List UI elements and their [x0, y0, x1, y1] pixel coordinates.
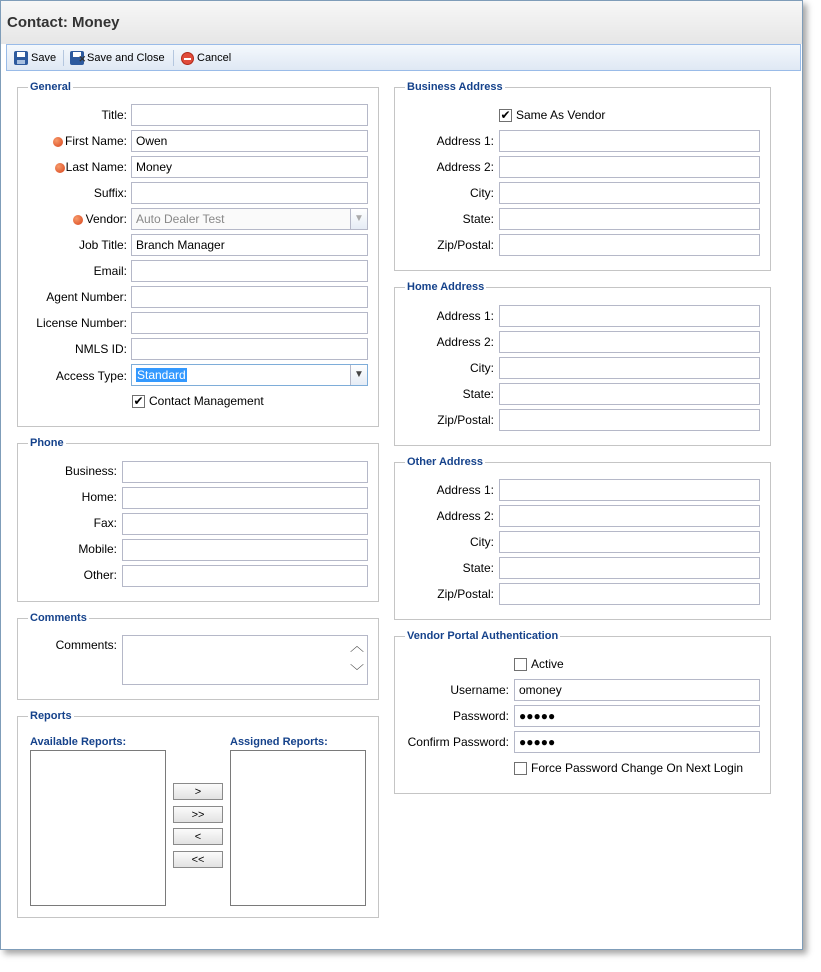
- agent-number-input[interactable]: [131, 286, 368, 308]
- first-name-label: First Name:: [64, 134, 127, 148]
- cancel-label: Cancel: [197, 52, 232, 64]
- other-address2-input[interactable]: [499, 505, 760, 527]
- phone-mobile-input[interactable]: [122, 539, 368, 561]
- home-state-label: State:: [462, 387, 494, 401]
- chevron-down-icon[interactable]: ▼: [350, 365, 367, 385]
- home-address2-input[interactable]: [499, 331, 760, 353]
- phone-mobile-label: Mobile:: [78, 542, 117, 556]
- save-icon: [14, 51, 28, 65]
- phone-legend: Phone: [30, 437, 64, 449]
- username-input[interactable]: omoney: [514, 679, 760, 701]
- confirm-password-input[interactable]: ●●●●●: [514, 731, 760, 753]
- available-reports-list[interactable]: [30, 750, 166, 906]
- business-state-input[interactable]: [499, 208, 760, 230]
- vendor-label: Vendor:: [85, 212, 127, 226]
- vendor-select[interactable]: [131, 208, 368, 230]
- first-name-input[interactable]: Owen: [131, 130, 368, 152]
- save-and-close-button[interactable]: [70, 49, 165, 67]
- chevron-down-icon[interactable]: ▼: [350, 209, 367, 229]
- other-address1-input[interactable]: [499, 479, 760, 501]
- phone-business-label: Business:: [64, 464, 117, 478]
- job-title-input[interactable]: Branch Manager: [131, 234, 368, 256]
- phone-fax-input[interactable]: [122, 513, 368, 535]
- title-bar: [1, 1, 802, 44]
- cancel-icon: [181, 52, 194, 65]
- license-number-input[interactable]: [131, 312, 368, 334]
- suffix-input[interactable]: [131, 182, 368, 204]
- nmls-id-input[interactable]: [131, 338, 368, 360]
- access-type-select[interactable]: [131, 364, 368, 386]
- scroll-up-icon[interactable]: ︿: [350, 638, 364, 654]
- phone-other-label: Other:: [83, 568, 117, 582]
- other-zip-input[interactable]: [499, 583, 760, 605]
- assigned-reports-label: Assigned Reports:: [230, 736, 328, 748]
- other-address1-label: Address 1:: [436, 483, 494, 497]
- add-report-button[interactable]: >: [173, 783, 223, 800]
- other-zip-label: Zip/Postal:: [437, 587, 494, 601]
- other-city-label: City:: [470, 535, 494, 549]
- home-city-label: City:: [470, 361, 494, 375]
- home-zip-label: Zip/Postal:: [437, 413, 494, 427]
- business-address2-label: Address 2:: [436, 160, 494, 174]
- access-type-value: Standard: [137, 368, 186, 382]
- active-checkbox[interactable]: [514, 658, 527, 671]
- nmls-id-label: NMLS ID:: [74, 342, 127, 356]
- remove-all-reports-button[interactable]: <<: [173, 851, 223, 868]
- business-state-label: State:: [462, 212, 494, 226]
- title-label: Title:: [101, 108, 127, 122]
- other-state-input[interactable]: [499, 557, 760, 579]
- available-reports-label: Available Reports:: [30, 736, 127, 748]
- home-zip-input[interactable]: [499, 409, 760, 431]
- contact-management-checkbox[interactable]: ✔: [133, 394, 144, 408]
- phone-fax-label: Fax:: [93, 516, 117, 530]
- business-city-label: City:: [470, 186, 494, 200]
- business-address1-input[interactable]: [499, 130, 760, 152]
- cancel-button[interactable]: [181, 49, 231, 67]
- home-state-input[interactable]: [499, 383, 760, 405]
- save-label: Save: [31, 52, 57, 64]
- assigned-reports-list[interactable]: [230, 750, 366, 906]
- force-password-change-label: Force Password Change On Next Login: [531, 761, 744, 775]
- toolbar: [6, 44, 801, 71]
- other-state-label: State:: [462, 561, 494, 575]
- job-title-label: Job Title:: [78, 238, 127, 252]
- phone-other-input[interactable]: [122, 565, 368, 587]
- confirm-password-label: Confirm Password:: [407, 735, 509, 749]
- remove-report-button[interactable]: <: [173, 828, 223, 845]
- force-password-change-checkbox[interactable]: [514, 762, 527, 775]
- access-type-label: Access Type:: [55, 369, 127, 383]
- other-address2-label: Address 2:: [436, 509, 494, 523]
- last-name-input[interactable]: Money: [131, 156, 368, 178]
- add-all-reports-button[interactable]: >>: [173, 806, 223, 823]
- reports-legend: Reports: [30, 710, 72, 722]
- save-button[interactable]: [14, 49, 56, 67]
- business-zip-label: Zip/Postal:: [437, 238, 494, 252]
- home-address1-input[interactable]: [499, 305, 760, 327]
- same-as-vendor-checkbox[interactable]: ✔: [500, 108, 511, 122]
- business-address-legend: Business Address: [407, 81, 503, 93]
- vendor-value: Auto Dealer Test: [136, 212, 225, 226]
- agent-number-label: Agent Number:: [46, 290, 127, 304]
- email-label: Email:: [93, 264, 127, 278]
- title-input[interactable]: [131, 104, 368, 126]
- other-city-input[interactable]: [499, 531, 760, 553]
- home-address1-label: Address 1:: [436, 309, 494, 323]
- vendor-portal-legend: Vendor Portal Authentication: [407, 630, 559, 642]
- business-address1-label: Address 1:: [436, 134, 494, 148]
- window-title: Contact: Money: [7, 14, 120, 31]
- business-address2-input[interactable]: [499, 156, 760, 178]
- general-legend: General: [30, 81, 71, 93]
- save-close-label: Save and Close: [87, 52, 165, 64]
- home-address2-label: Address 2:: [436, 335, 494, 349]
- scroll-down-icon[interactable]: ﹀: [350, 663, 364, 679]
- username-label: Username:: [450, 683, 509, 697]
- phone-home-label: Home:: [81, 490, 117, 504]
- contact-management-label: Contact Management: [149, 394, 264, 408]
- home-city-input[interactable]: [499, 357, 760, 379]
- toolbar-separator: [63, 50, 64, 66]
- phone-business-input[interactable]: [122, 461, 368, 483]
- license-number-label: License Number:: [36, 316, 127, 330]
- save-close-icon: [70, 51, 84, 65]
- password-input[interactable]: ●●●●●: [514, 705, 760, 727]
- comments-legend: Comments: [30, 612, 87, 624]
- last-name-label: Last Name:: [65, 160, 127, 174]
- phone-home-input[interactable]: [122, 487, 368, 509]
- business-city-input[interactable]: [499, 182, 760, 204]
- comments-label: Comments:: [55, 638, 117, 652]
- active-label: Active: [531, 657, 564, 671]
- other-address-legend: Other Address: [407, 456, 484, 468]
- comments-textarea[interactable]: [122, 635, 368, 685]
- password-label: Password:: [452, 709, 509, 723]
- suffix-label: Suffix:: [93, 186, 127, 200]
- email-input[interactable]: [131, 260, 368, 282]
- business-zip-input[interactable]: [499, 234, 760, 256]
- same-as-vendor-label: Same As Vendor: [516, 108, 606, 122]
- toolbar-separator: [173, 50, 174, 66]
- home-address-legend: Home Address: [407, 281, 485, 293]
